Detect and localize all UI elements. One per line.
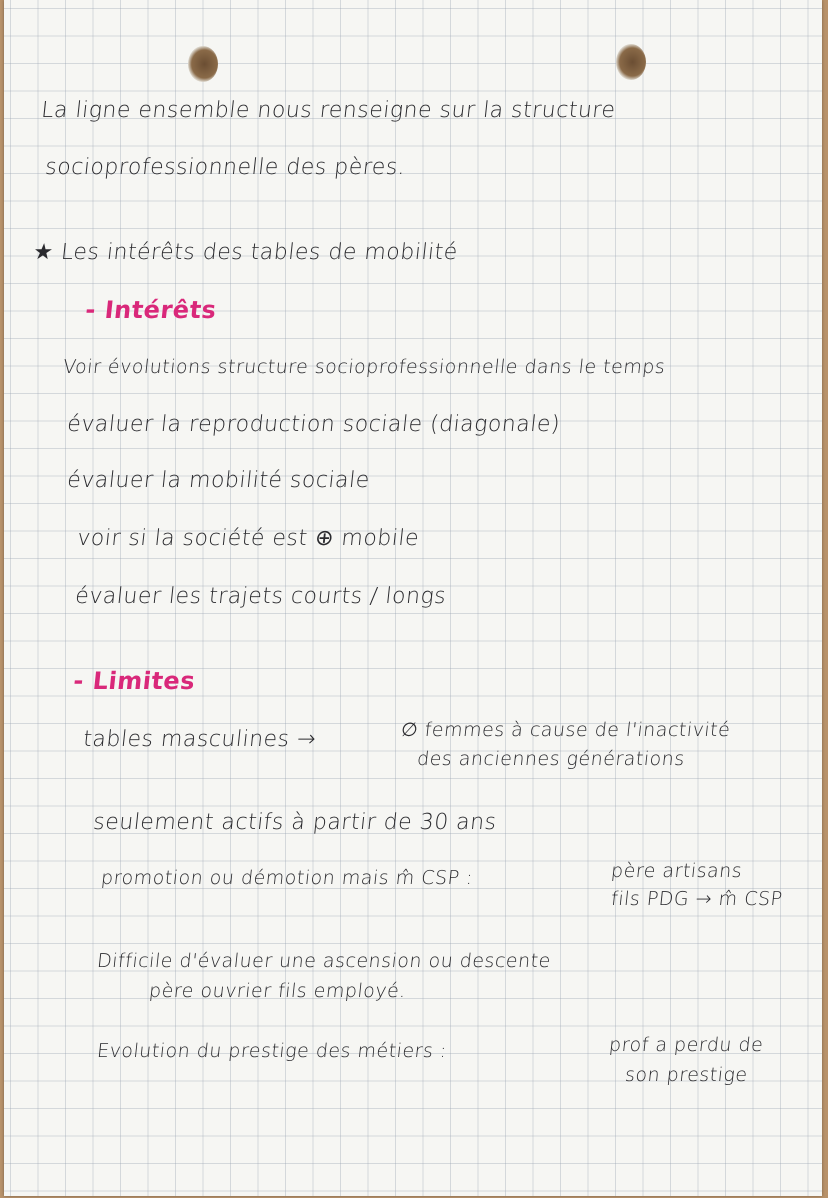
notebook-page xyxy=(4,0,822,1196)
limite-item-4-line-2: père ouvrier fils employé. xyxy=(148,980,408,1002)
limites-heading: - Limites xyxy=(72,667,197,695)
interets-heading: - Intérêts xyxy=(84,296,218,324)
intro-line-2: socioprofessionnelle des pères. xyxy=(44,155,407,180)
punch-hole-right xyxy=(616,44,646,80)
limite-item-1-left: tables masculines → xyxy=(82,727,318,752)
limite-item-5-right-2: son prestige xyxy=(624,1064,749,1086)
interet-item: voir si la société est ⊕ mobile xyxy=(76,526,421,551)
interet-item: évaluer la mobilité sociale xyxy=(66,468,371,493)
limite-item-5-left: Evolution du prestige des métiers : xyxy=(96,1040,448,1062)
punch-hole-left xyxy=(188,46,218,82)
limite-item-1-right-1: ∅ femmes à cause de l'inactivité xyxy=(400,719,732,741)
limite-item-5-right-1: prof a perdu de xyxy=(608,1034,765,1056)
interet-item: évaluer les trajets courts / longs xyxy=(74,584,448,609)
intro-line-1: La ligne ensemble nous renseigne sur la structure xyxy=(40,98,617,123)
section-title: ★ Les intérêts des tables de mobilité xyxy=(32,240,460,265)
limite-item-2: seulement actifs à partir de 30 ans xyxy=(92,810,498,835)
interet-item: évaluer la reproduction sociale (diagonale) xyxy=(66,412,562,437)
limite-item-4-line-1: Difficile d'évaluer une ascension ou descente xyxy=(96,950,552,972)
limite-item-1-right-2: des anciennes générations xyxy=(416,748,686,770)
interet-item: Voir évolutions structure socioprofessionnelle dans le temps xyxy=(62,356,667,378)
limite-item-3-right-1: père artisans xyxy=(610,860,744,882)
limite-item-3-right-2: fils PDG → m̂ CSP xyxy=(610,888,784,910)
limite-item-3-left: promotion ou démotion mais m̂ CSP : xyxy=(100,867,475,889)
